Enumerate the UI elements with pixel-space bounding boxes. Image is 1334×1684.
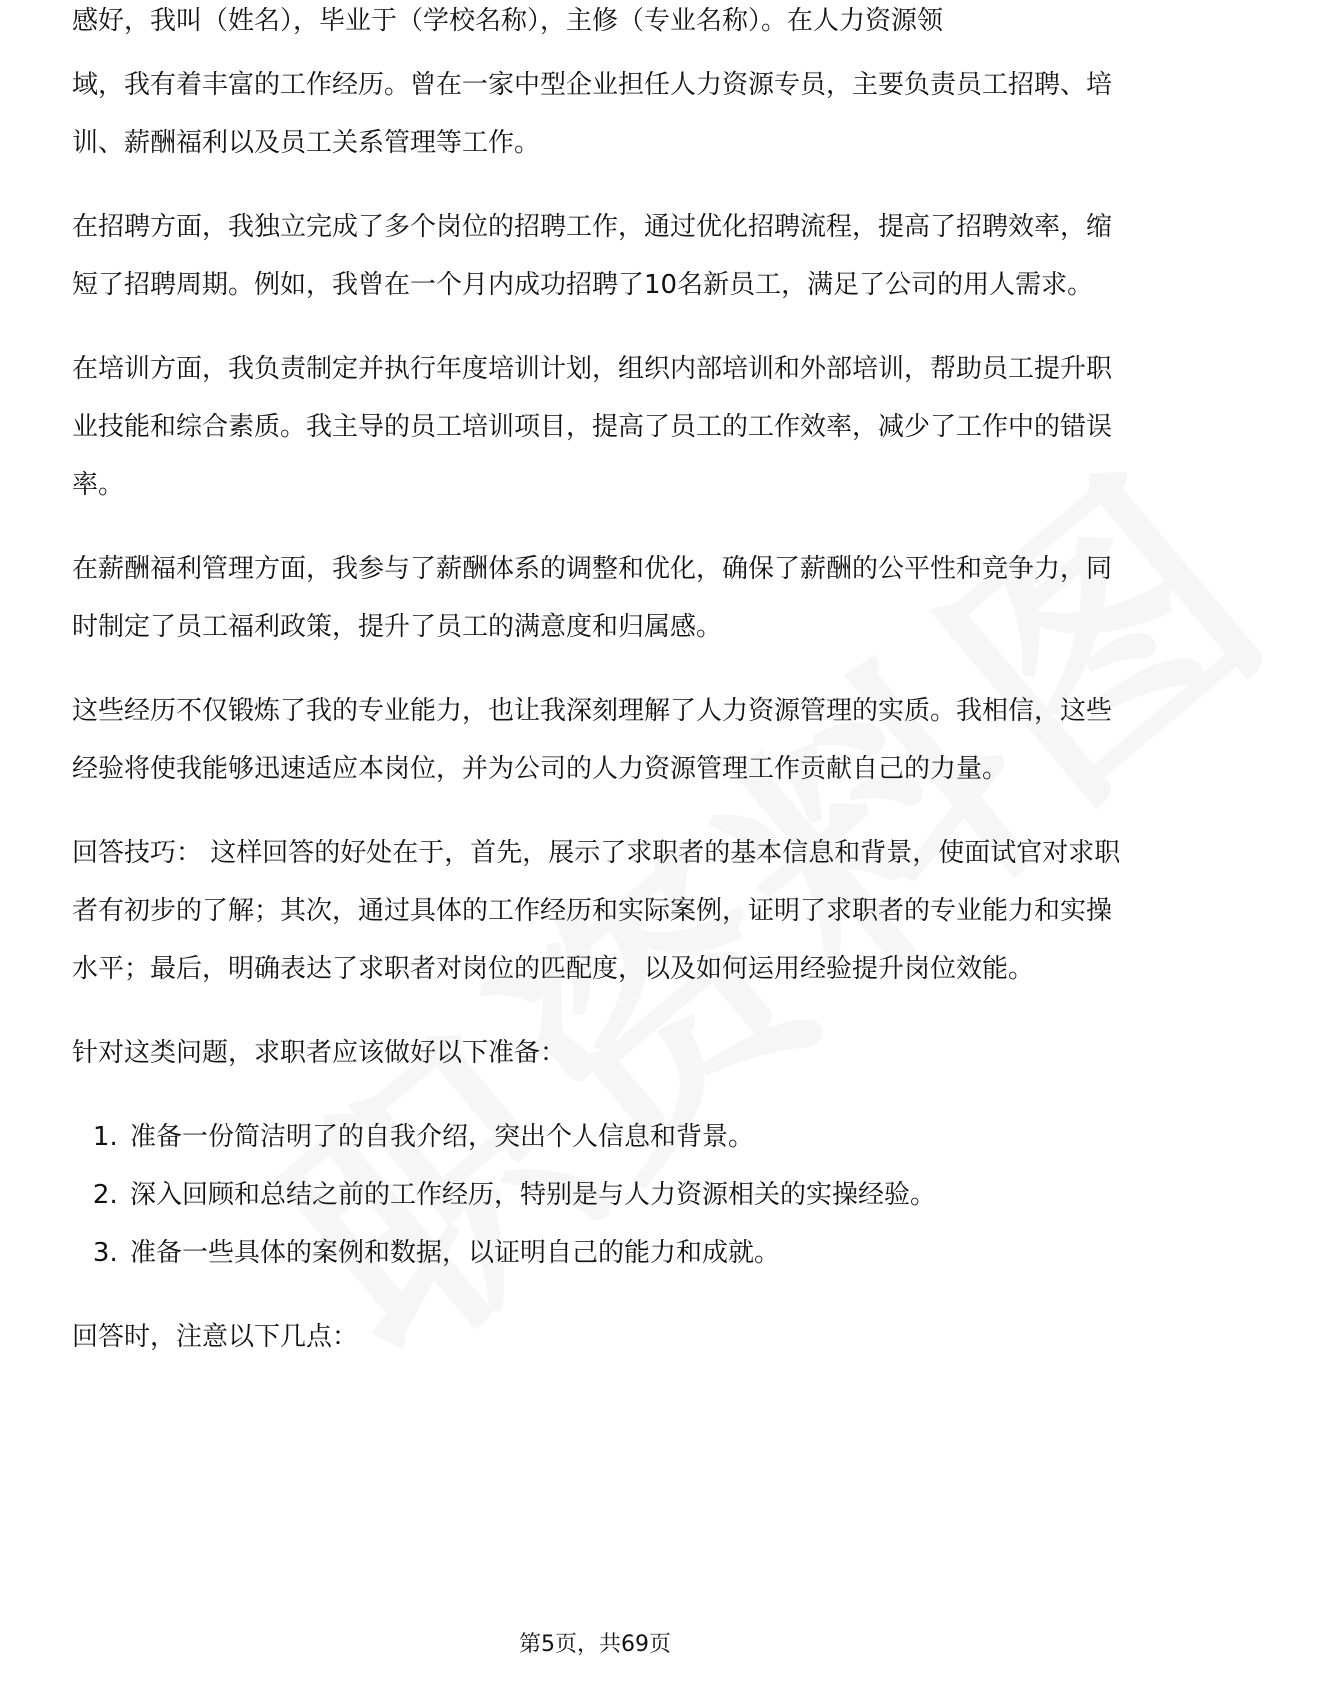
paragraph-experience-intro: 域，我有着丰富的工作经历。曾在一家中型企业担任人力资源专员，主要负责员工招聘、培训、薪酬福利以及员工关系管理等工作。 [72, 70, 1113, 158]
paragraph-recruiting: 在招聘方面，我独立完成了多个岗位的招聘工作，通过优化招聘流程，提高了招聘效率，缩短了招聘周期。例如，我曾在一个月内成功招聘了10名新员工，满足了公司的用人需求。 [72, 212, 1113, 300]
cut-off-line [72, 6, 1122, 50]
list-item: 1. 准备一份简洁明了的自我介绍，突出个人信息和背景。 [126, 1108, 1122, 1166]
list-item: 3. 准备一些具体的案例和数据，以证明自己的能力和成就。 [126, 1224, 1122, 1282]
list-item: 2. 深入回顾和总结之前的工作经历，特别是与人力资源相关的实操经验。 [126, 1166, 1122, 1224]
page-footer: 第5页，共69页 [519, 1632, 671, 1657]
document-body [72, 6, 1122, 1392]
preparation-list [72, 1108, 1122, 1282]
paragraph-summary: 这些经历不仅锻炼了我的专业能力，也让我深刻理解了人力资源管理的实质。我相信，这些经验将使我能够迅速适应本岗位，并为公司的人力资源管理工作贡献自己的力量。 [72, 696, 1113, 784]
cut-off-text: 感好，我叫（姓名），毕业于（学校名称），主修（专业名称）。在人力资源领 [72, 6, 944, 36]
paragraph-closing: 回答时，注意以下几点： [72, 1322, 359, 1352]
paragraph-preparation-intro: 针对这类问题，求职者应该做好以下准备： [72, 1038, 567, 1068]
paragraph-answer-tips: 回答技巧： 这样回答的好处在于，首先，展示了求职者的基本信息和背景，使面试官对求职者有初步的了解；其次，通过具体的工作经历和实际案例，证明了求职者的专业能力和实操水平；最后，明确表达了求职者对岗位的匹配度，以及如何运用经验提升岗位效能。 [72, 838, 1121, 984]
paragraph-compensation: 在薪酬福利管理方面，我参与了薪酬体系的调整和优化，确保了薪酬的公平性和竞争力，同时制定了员工福利政策，提升了员工的满意度和归属感。 [72, 554, 1113, 642]
paragraph-training: 在培训方面，我负责制定并执行年度培训计划，组织内部培训和外部培训，帮助员工提升职业技能和综合素质。我主导的员工培训项目，提高了员工的工作效率，减少了工作中的错误率。 [72, 354, 1113, 500]
